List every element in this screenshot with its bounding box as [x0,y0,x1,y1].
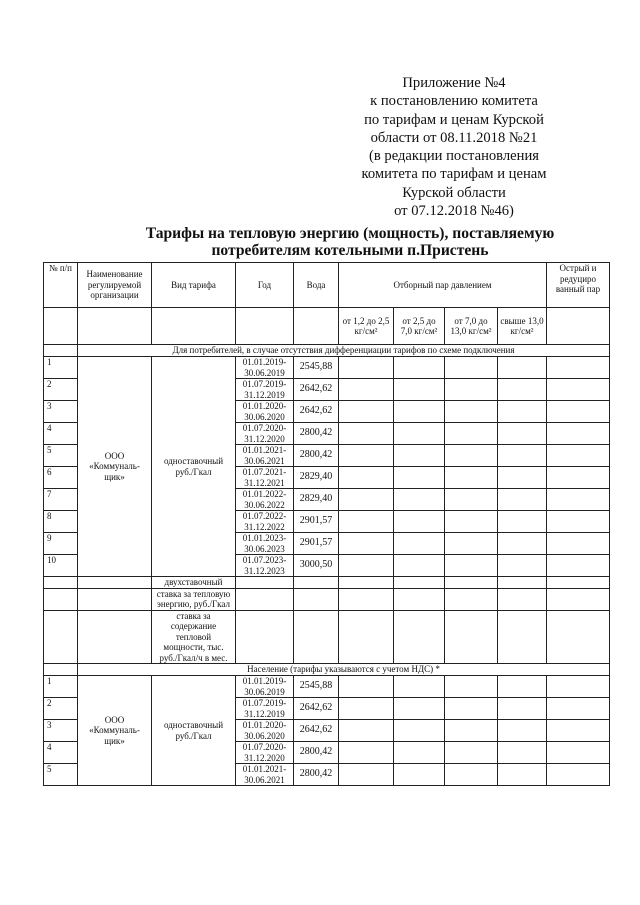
value-cell: 2642,62 [294,720,339,742]
header-year: Год [236,263,294,308]
period-cell: 01.07.2021- 31.12.2021 [236,467,294,489]
tariff-type-cell: одноставочный руб./Гкал [152,357,236,577]
period-cell: 01.01.2022- 30.06.2022 [236,489,294,511]
section-row [44,345,610,357]
tariff-table [43,262,610,786]
row-number: 2 [44,379,78,401]
value-cell: 2800,42 [294,423,339,445]
row-number: 2 [44,698,78,720]
appendix-line: к постановлению комитета [370,93,538,110]
header-pressure-2: от 2,5 до 7,0 кг/см² [394,308,445,345]
period-cell: 01.07.2019- 31.12.2019 [236,698,294,720]
appendix-line: по тарифам и ценам Курской [364,111,544,128]
header-pressure-1: от 1,2 до 2,5 кг/см² [339,308,394,345]
appendix-line: Приложение №4 [402,75,506,91]
header-type: Вид тарифа [152,263,236,308]
row-number: 5 [44,445,78,467]
org-cell: ООО «Коммуналь- щик» [78,676,152,786]
section-label: Население (тарифы указываются с учетом НДС) * [78,664,610,676]
period-cell: 01.01.2021- 30.06.2021 [236,445,294,467]
appendix-block [330,74,578,220]
appendix-line: от 07.12.2018 №46) [394,203,514,220]
capacity-rate-label: ставка за содержание тепловой мощности, тыс. руб./Гкал/ч в мес. [152,610,236,664]
row-number: 1 [44,357,78,379]
value-cell: 2901,57 [294,511,339,533]
header-org: Наименование регулируемой организации [78,263,152,308]
row-number: 4 [44,423,78,445]
value-cell: 2642,62 [294,401,339,423]
title-line: Тарифы на тепловую энергию (мощность), поставляемую [145,225,555,242]
subheader-row [44,308,610,345]
row-number: 10 [44,555,78,577]
title-line: потребителям котельными п.Пристень [211,242,489,259]
value-cell: 3000,50 [294,555,339,577]
period-cell: 01.01.2019- 30.06.2019 [236,676,294,698]
row-number: 5 [44,764,78,786]
header-sharp-steam: Острый и редуциро ванный пар [547,263,610,308]
header-water: Вода [294,263,339,308]
header-num: № п/п [44,263,78,308]
header-pressure-4: свыше 13,0 кг/см² [498,308,547,345]
period-cell: 01.07.2020- 31.12.2020 [236,742,294,764]
appendix-line: (в редакции постановления [369,148,539,165]
row-number: 4 [44,742,78,764]
value-cell: 2829,40 [294,467,339,489]
row-number: 7 [44,489,78,511]
period-cell: 01.07.2022- 31.12.2022 [236,511,294,533]
header-row [44,263,610,308]
row-number: 8 [44,511,78,533]
row-number: 6 [44,467,78,489]
appendix-line: области от 08.11.2018 №21 [370,129,538,146]
energy-rate-row [44,588,610,610]
tariff-type-cell: одноставочный руб./Гкал [152,676,236,786]
capacity-rate-row [44,610,610,664]
two-rate-label: двухставочный [152,577,236,589]
org-cell: ООО «Коммуналь- щик» [78,357,152,577]
row-number: 3 [44,720,78,742]
row-number: 9 [44,533,78,555]
period-cell: 01.07.2019- 31.12.2019 [236,379,294,401]
header-steam: Отборный пар давлением [339,263,547,308]
appendix-line: комитета по тарифам и ценам [361,166,547,183]
row-number: 3 [44,401,78,423]
row-number: 1 [44,676,78,698]
appendix-line: Курской области [402,184,506,201]
value-cell: 2901,57 [294,533,339,555]
period-cell: 01.01.2020- 30.06.2020 [236,401,294,423]
period-cell: 01.01.2019- 30.06.2019 [236,357,294,379]
value-cell: 2545,88 [294,357,339,379]
section-label: Для потребителей, в случае отсутствия дифференциации тарифов по схеме подключения [78,345,610,357]
period-cell: 01.07.2023- 31.12.2023 [236,555,294,577]
value-cell: 2829,40 [294,489,339,511]
period-cell: 01.01.2020- 30.06.2020 [236,720,294,742]
table-row [44,676,610,698]
value-cell: 2642,62 [294,698,339,720]
value-cell: 2642,62 [294,379,339,401]
document-title [80,225,620,259]
section-row [44,664,610,676]
value-cell: 2800,42 [294,742,339,764]
period-cell: 01.01.2021- 30.06.2021 [236,764,294,786]
value-cell: 2545,88 [294,676,339,698]
value-cell: 2800,42 [294,764,339,786]
table-row [44,357,610,379]
value-cell: 2800,42 [294,445,339,467]
period-cell: 01.01.2023- 30.06.2023 [236,533,294,555]
energy-rate-label: ставка за тепловую энергию, руб./Гкал [152,588,236,610]
header-pressure-3: от 7,0 до 13,0 кг/см² [445,308,498,345]
two-rate-row [44,577,610,589]
period-cell: 01.07.2020- 31.12.2020 [236,423,294,445]
